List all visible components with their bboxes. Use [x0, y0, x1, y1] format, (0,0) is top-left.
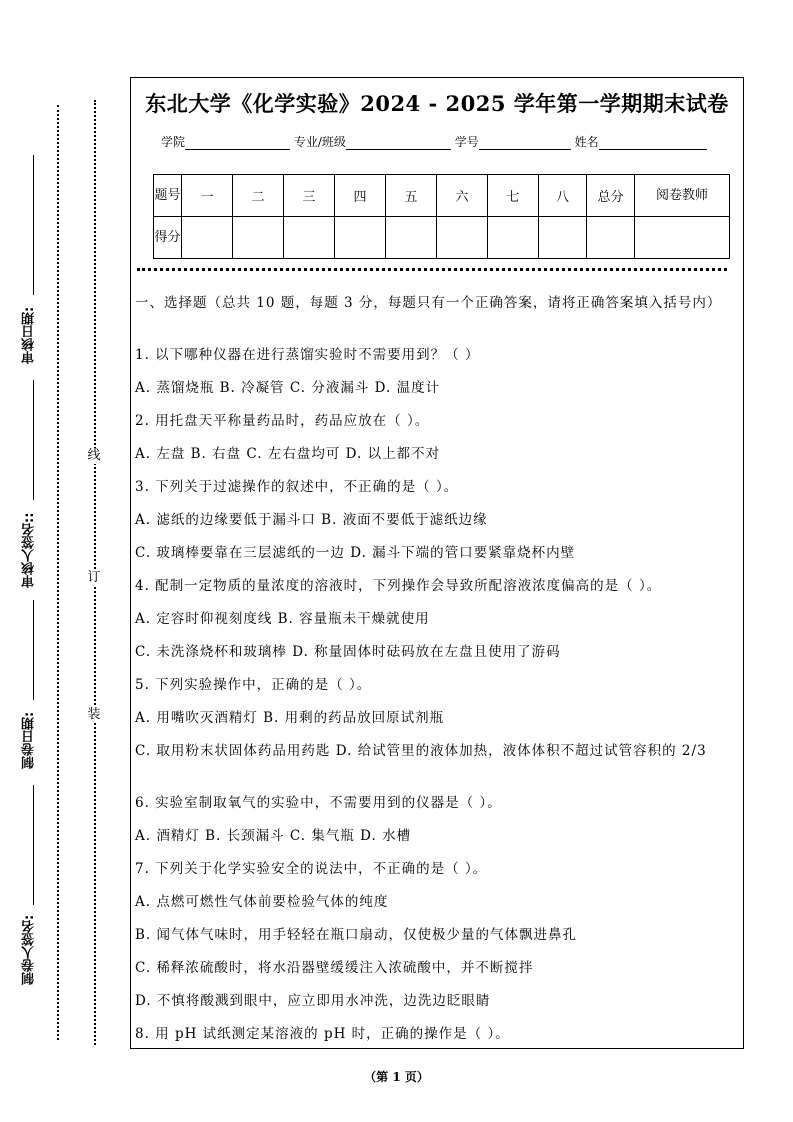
score-cell[interactable] — [437, 217, 488, 259]
question-3-options-ab: A. 滤纸的边缘要低于漏斗口 B. 液面不要低于滤纸边缘 — [135, 512, 488, 528]
score-col-3: 三 — [284, 175, 335, 217]
score-col-6: 六 — [437, 175, 488, 217]
section-instructions: 一、选择题（总共 10 题，每题 3 分，每题只有一个正确答案，请将正确答案填入括号内） — [135, 295, 722, 311]
exam-frame — [130, 77, 744, 1049]
question-5: 5. 下列实验操作中，正确的是（ ）。 — [135, 677, 372, 693]
cut-line-char-xian: 线 — [87, 448, 101, 463]
question-4-options-ab: A. 定容时仰视刻度线 B. 容量瓶未干燥就使用 — [135, 611, 430, 627]
college-label: 学院 — [161, 135, 186, 149]
question-1: 1. 以下哪种仪器在进行蒸馏实验时不需要用到？（ ） — [135, 347, 480, 363]
score-cell[interactable] — [488, 217, 539, 259]
exam-title: 东北大学《化学实验》2024 - 2025 学年第一学期期末试卷 — [145, 91, 729, 116]
score-col-7: 七 — [488, 175, 539, 217]
question-3: 3. 下列关于过滤操作的叙述中，不正确的是（ ）。 — [135, 479, 459, 495]
score-cell[interactable] — [635, 217, 730, 259]
score-table-row-label: 得分 — [154, 217, 182, 259]
score-cell[interactable] — [233, 217, 284, 259]
question-4: 4. 配制一定物质的量浓度的溶液时，下列操作会导致所配溶液浓度偏高的是（ ）。 — [135, 578, 662, 594]
review-date-label: 审核日期: — [22, 306, 37, 364]
college-blank[interactable] — [185, 137, 290, 150]
question-5-options-cd: C. 取用粉末状固体药品用药匙 D. 给试管里的液体加热，液体体积不超过试管容积的 2/3 — [135, 743, 707, 759]
score-col-grader: 阅卷教师 — [635, 175, 730, 217]
question-7-option-b: B. 闻气体气味时，用手轻轻在瓶口扇动，仅使极少量的气体飘进鼻孔 — [135, 927, 578, 943]
score-cell[interactable] — [284, 217, 335, 259]
score-cell[interactable] — [182, 217, 233, 259]
question-8: 8. 用 pH 试纸测定某溶液的 pH 时，正确的操作是（ ）。 — [135, 1026, 510, 1042]
question-3-options-cd: C. 玻璃棒要靠在三层滤纸的一边 D. 漏斗下端的管口要紧靠烧杯内壁 — [135, 545, 576, 561]
score-col-1: 一 — [182, 175, 233, 217]
question-7: 7. 下列关于化学实验安全的说法中，不正确的是（ ）。 — [135, 861, 488, 877]
question-6: 6. 实验室制取氧气的实验中，不需要用到的仪器是（ ）。 — [135, 795, 502, 811]
student-info-row — [161, 133, 707, 150]
score-cell[interactable] — [386, 217, 437, 259]
question-4-options-cd: C. 未洗涤烧杯和玻璃棒 D. 称量固体时砝码放在左盘且使用了游码 — [135, 644, 561, 660]
score-cell[interactable] — [587, 217, 635, 259]
score-col-total: 总分 — [587, 175, 635, 217]
question-7-option-d: D. 不慎将酸溅到眼中，应立即用水冲洗，边洗边眨眼睛 — [135, 993, 491, 1009]
student-id-label: 学号 — [454, 135, 479, 149]
score-col-2: 二 — [233, 175, 284, 217]
name-blank[interactable] — [599, 137, 707, 150]
major-label: 专业/班级 — [293, 135, 346, 149]
reviewer-sign-line — [33, 380, 34, 500]
cut-line-char-ding: 订 — [87, 570, 101, 585]
question-7-option-c: C. 稀释浓硫酸时，将水沿器壁缓缓注入浓硫酸中，并不断搅拌 — [135, 960, 534, 976]
score-col-8: 八 — [539, 175, 587, 217]
maker-sign-label: 制卷人签名: — [22, 914, 37, 986]
cut-line-char-zhuang: 装 — [87, 707, 101, 722]
score-col-4: 四 — [335, 175, 386, 217]
student-id-blank[interactable] — [479, 137, 571, 150]
name-label: 姓名 — [574, 135, 599, 149]
major-blank[interactable] — [346, 137, 451, 150]
score-cell[interactable] — [539, 217, 587, 259]
made-date-label: 制卷日期: — [22, 711, 37, 769]
question-7-option-a: A. 点燃可燃性气体前要检验气体的纯度 — [135, 894, 389, 910]
binding-dotted-line-outer — [57, 105, 59, 1040]
score-table-row-label: 题号 — [154, 175, 182, 217]
review-date-line — [33, 155, 34, 295]
page-number: （第 1 页） — [364, 1070, 429, 1084]
header-separator-dotted — [137, 268, 727, 271]
maker-sign-line — [33, 785, 34, 905]
question-2: 2. 用托盘天平称量药品时，药品应放在（ ）。 — [135, 413, 430, 429]
made-date-line — [33, 600, 34, 700]
question-6-options: A. 酒精灯 B. 长颈漏斗 C. 集气瓶 D. 水槽 — [135, 828, 412, 844]
question-5-options-ab: A. 用嘴吹灭酒精灯 B. 用剩的药品放回原试剂瓶 — [135, 710, 445, 726]
score-col-5: 五 — [386, 175, 437, 217]
question-1-options: A. 蒸馏烧瓶 B. 冷凝管 C. 分液漏斗 D. 温度计 — [135, 380, 441, 396]
question-2-options: A. 左盘 B. 右盘 C. 左右盘均可 D. 以上都不对 — [135, 446, 441, 462]
reviewer-sign-label: 审核人签名:: — [22, 512, 37, 588]
score-table — [153, 174, 730, 259]
score-cell[interactable] — [335, 217, 386, 259]
